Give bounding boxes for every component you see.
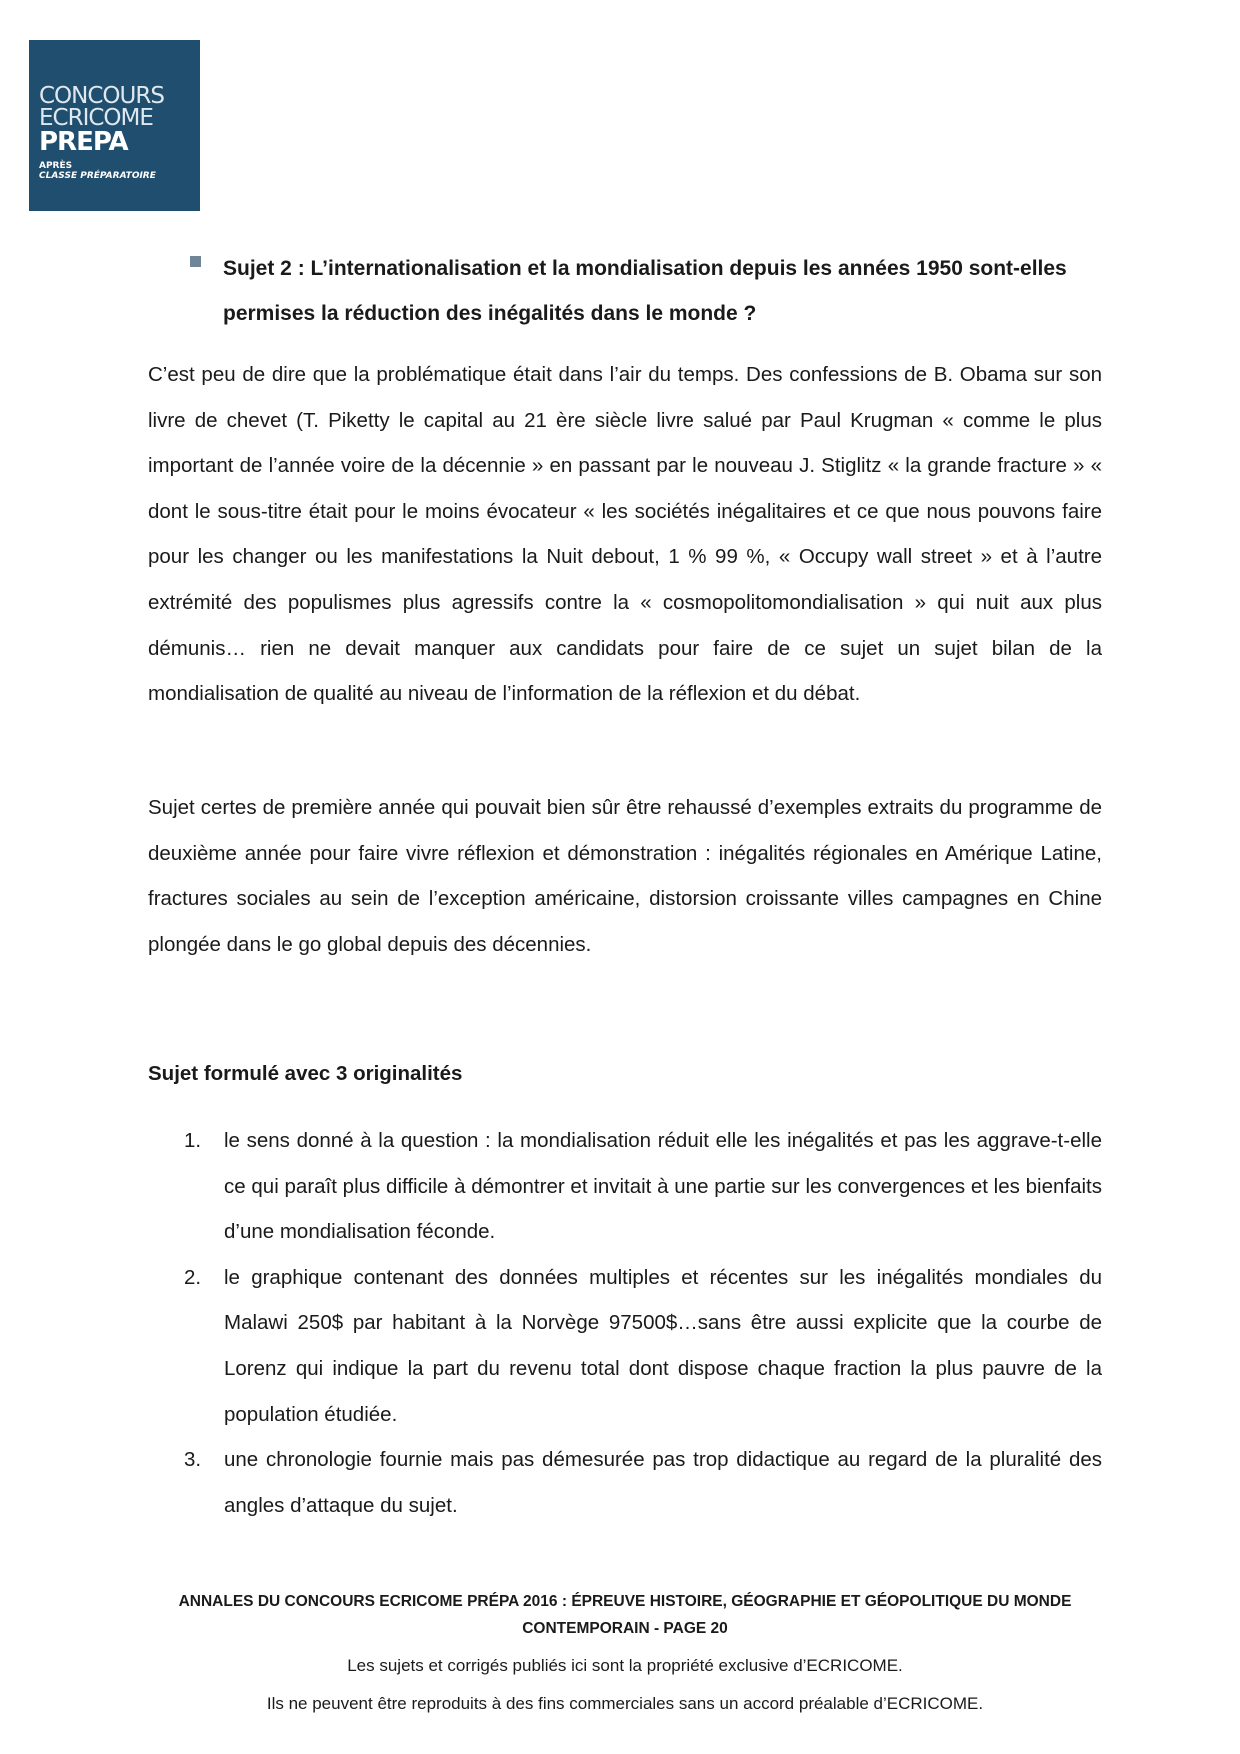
paragraph-program [148,785,1102,967]
paragraph-text: Sujet certes de première année qui pouvait bien sûr être rehaussé d’exemples extraits du programme de deuxième année pour faire vivre réflexion et démonstration : inégalités régionales en Amérique Latine, fractures sociales au sein de l’exception américaine, distorsion croissante villes campagnes en Chine plongée dans le go global depuis des décennies. [148,796,1102,956]
ecricome-logo [29,40,200,211]
list-item-number: 3. [184,1448,202,1472]
originalities-list [148,1118,1102,1528]
list-item-number: 1. [184,1129,202,1152]
paragraph-text: C’est peu de dire que la problématique était dans l’air du temps. Des confessions de B. Obama sur son livre de chevet (T. Piketty le capital au 21 ère siècle livre salué par Paul Krugman « comme le plus important de l’année voire de la décennie » en passant par le nouveau J. Stiglitz « la grande fracture » « dont le sous-titre était pour le moins évocateur « les sociétés inégalitaires et ce que nous pouvons faire pour les changer ou les manifestations la Nuit debout, 1 % 99 %, « Occupy wall street » et à l’autre extrémité des populismes plus agressifs contre la « cosmopolitomondialisation » qui nuit aux plus démunis… rien ne devait manquer aux candidats pour faire de ce sujet un sujet bilan de la mondialisation de qualité au niveau de l’information de la réflexion et du débat. [148,363,1102,706]
list-item [148,1255,1102,1437]
footer-copyright-note: Les sujets et corrigés publiés ici sont la propriété exclusive d’ECRICOME. [347,1656,903,1675]
logo-line-ecricome: ECRICOME [39,105,153,131]
list-item-number: 2. [184,1265,202,1289]
logo-line-apres: APRÈS [39,161,73,171]
logo-line-prepa: PREPA [39,127,128,157]
footer-title-line2: CONTEMPORAIN - PAGE 20 [522,1620,728,1637]
list-item-text: le sens donné à la question : la mondialisation réduit elle les inégalités et pas les aggrave-t-elle ce qui paraît plus difficile à démontrer et invitait à une partie sur les convergences et les bienfaits d’une mondialisation féconde. [224,1129,1102,1244]
list-item-text: le graphique contenant des données multiples et récentes sur les inégalités mondiales du Malawi 250$ par habitant à la Norvège 97500$…sans être aussi explicite que la courbe de Lorenz qui indique la part du revenu total dont dispose chaque fraction la plus pauvre de la population étudiée. [224,1265,1102,1426]
footer-title [148,1588,1102,1642]
subject-text: Sujet 2 : L’internationalisation et la mondialisation depuis les années 1950 sont-elles permises la réduction des inégalités dans le monde ? [223,257,1067,325]
paragraph-intro [148,352,1102,717]
list-item [148,1437,1102,1528]
footer-title-line1: ANNALES DU CONCOURS ECRICOME PRÉPA 2016 : ÉPREUVE HISTOIRE, GÉOGRAPHIE ET GÉOPOLITIQUE DU MONDE [178,1593,1072,1610]
square-bullet-icon [190,256,201,267]
subject-heading [190,246,1102,336]
list-item [148,1118,1102,1255]
logo-line-classe: CLASSE PRÉPARATOIRE [39,171,156,181]
list-item-text: une chronologie fournie mais pas démesurée pas trop didactique au regard de la pluralité des angles d’attaque du sujet. [224,1448,1102,1517]
logo-line-concours: CONCOURS [39,83,164,109]
section-heading: Sujet formulé avec 3 originalités [148,1062,463,1085]
footer-reproduction-note: Ils ne peuvent être reproduits à des fins commerciales sans un accord préalable d’ECRICOME. [266,1694,984,1713]
